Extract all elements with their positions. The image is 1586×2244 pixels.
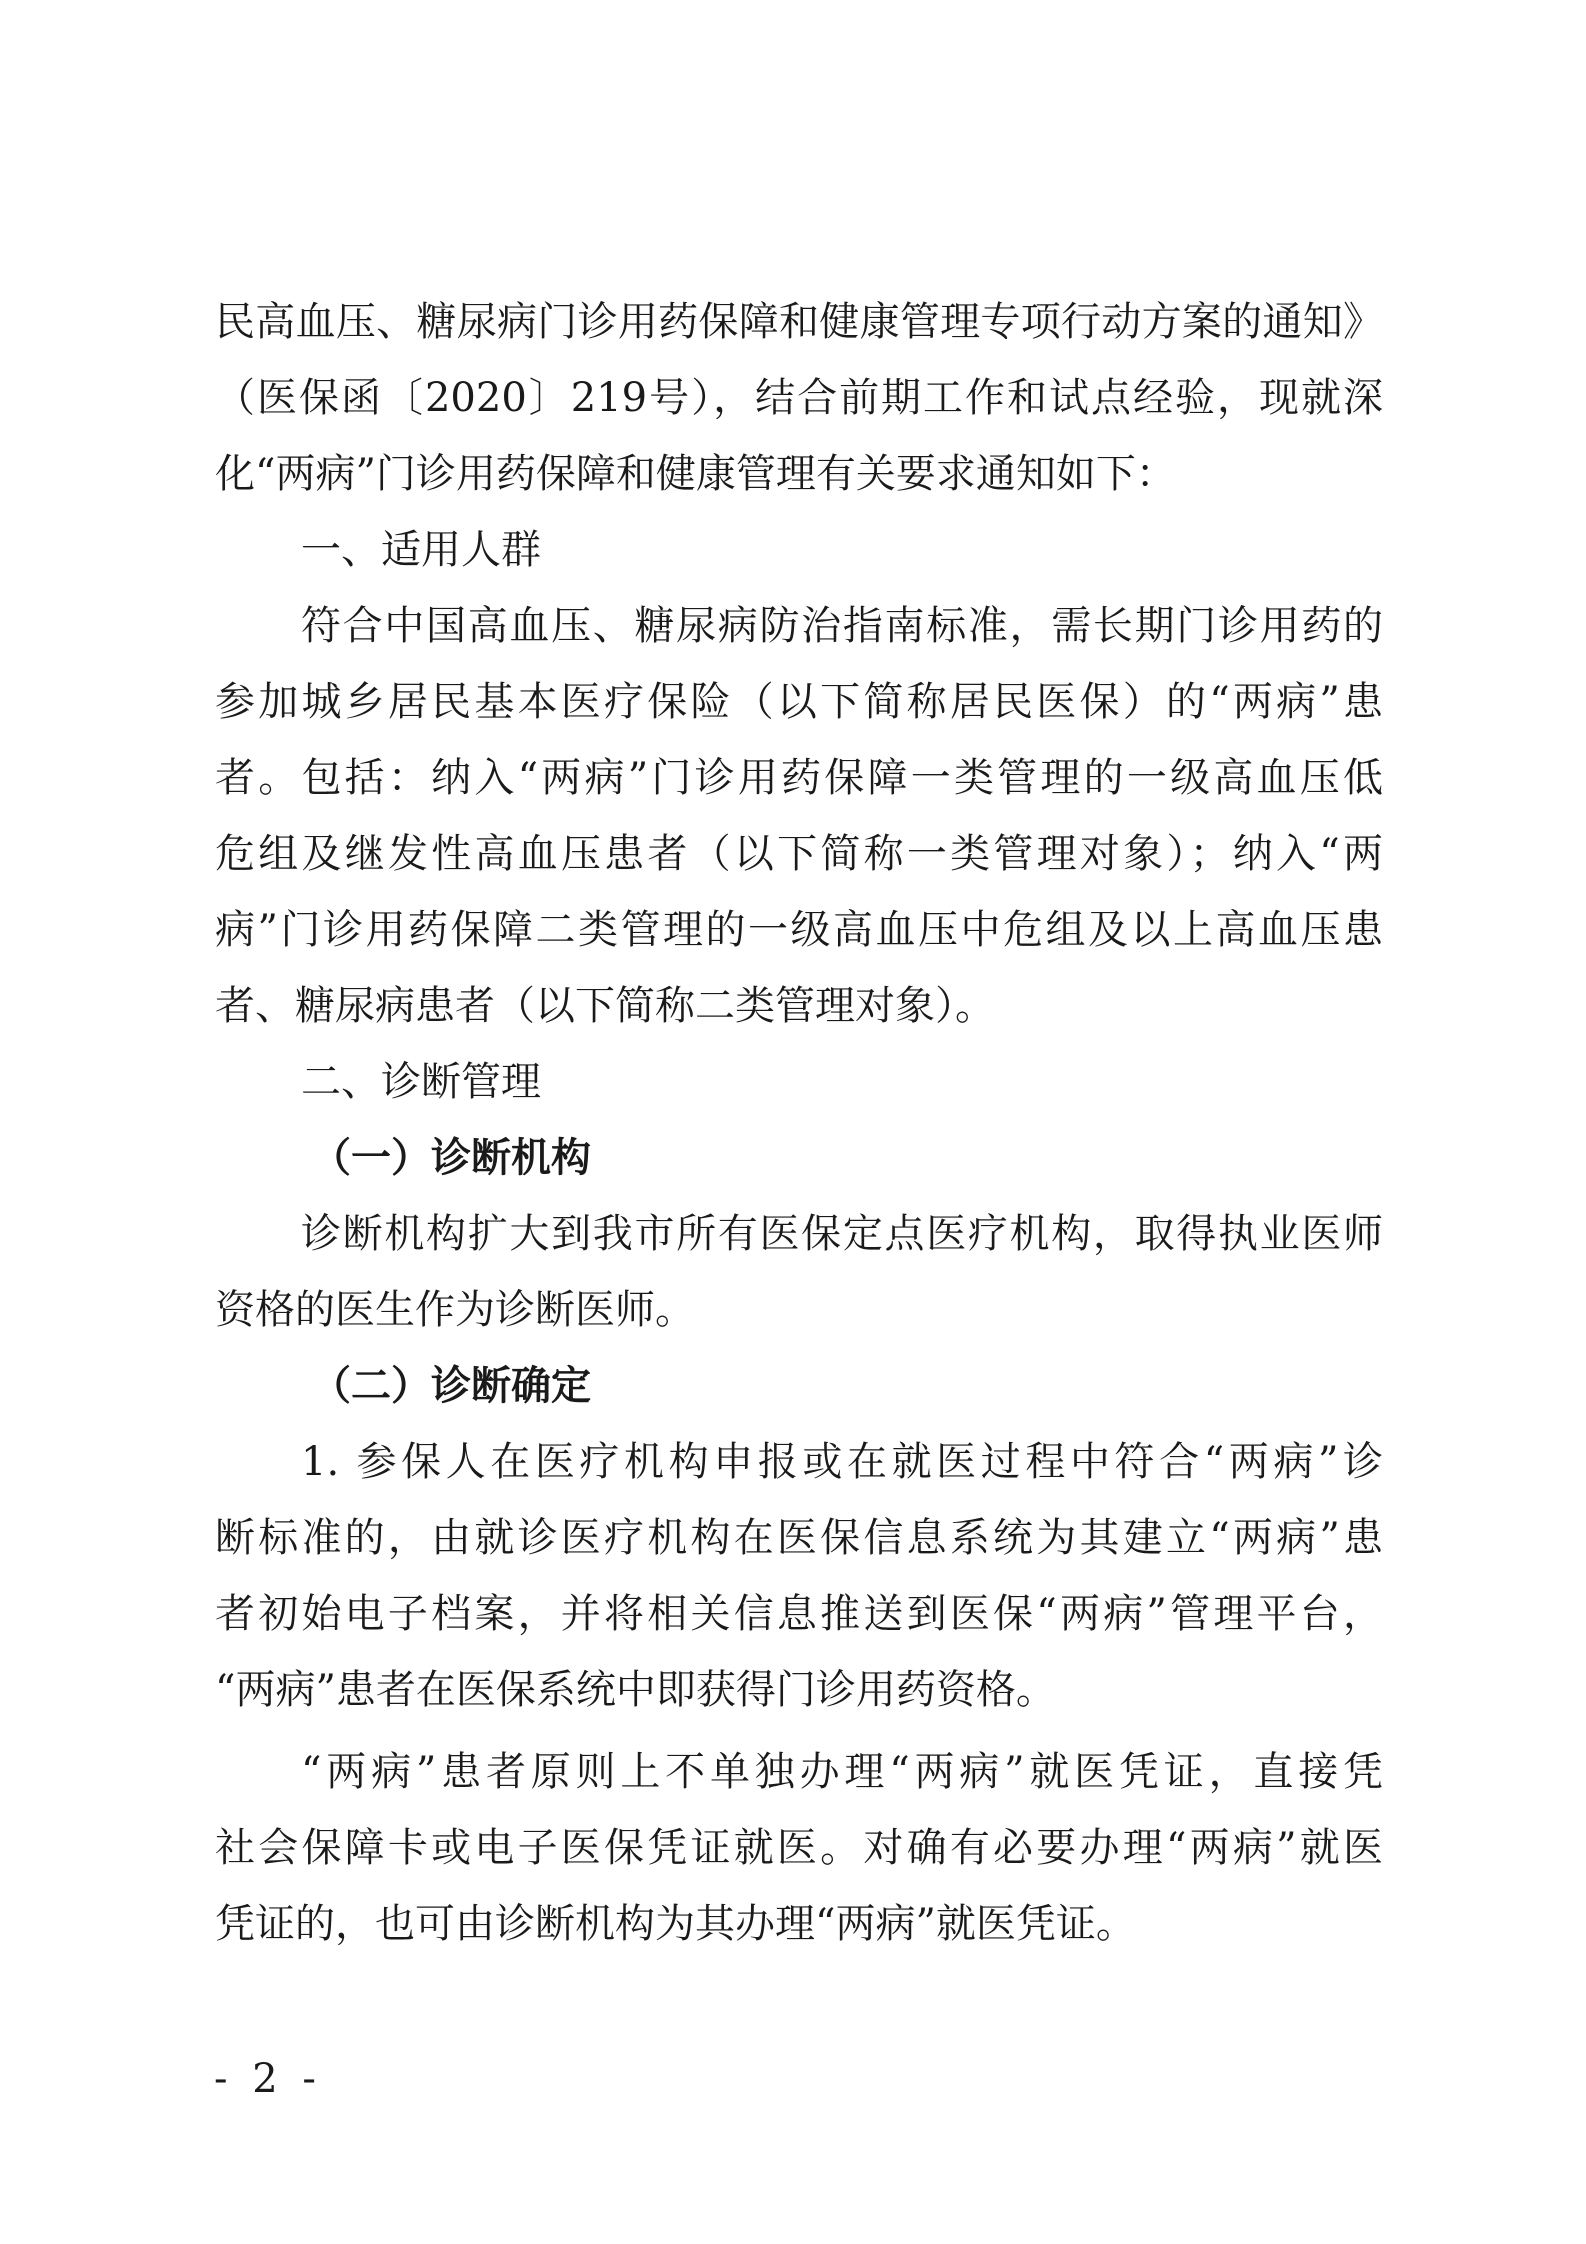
- text-line: （医保函〔2020〕219号），结合前期工作和试点经验，现就深: [215, 375, 1383, 421]
- text-line: 断标准的，由就诊医疗机构在医保信息系统为其建立“两病”患: [215, 1515, 1383, 1561]
- text-line: 危组及继发性高血压患者（以下简称一类管理对象）；纳入“两: [215, 831, 1383, 877]
- subsection-heading-diagnosis-confirmation: （二）诊断确定: [311, 1363, 591, 1409]
- text-line: 者初始电子档案，并将相关信息推送到医保“两病”管理平台，: [215, 1591, 1383, 1637]
- text-line: 参加城乡居民基本医疗保险（以下简称居民医保）的“两病”患: [215, 679, 1383, 725]
- section-heading-2: 二、诊断管理: [301, 1059, 541, 1105]
- document-body: [215, 284, 1383, 1962]
- section-heading-1: 一、适用人群: [301, 527, 541, 573]
- text-line: “两病”患者在医保系统中即获得门诊用药资格。: [215, 1667, 1056, 1713]
- text-line: 者、糖尿病患者（以下简称二类管理对象）。: [215, 983, 995, 1029]
- text-line: 者。包括：纳入“两病”门诊用药保障一类管理的一级高血压低: [215, 755, 1383, 801]
- text-line: “两病”患者原则上不单独办理“两病”就医凭证，直接凭: [301, 1749, 1383, 1795]
- text-line: 诊断机构扩大到我市所有医保定点医疗机构，取得执业医师: [301, 1211, 1383, 1257]
- subsection-heading-diagnosis-institution: （一）诊断机构: [311, 1135, 591, 1181]
- text-line: 社会保障卡或电子医保凭证就医。对确有必要办理“两病”就医: [215, 1825, 1383, 1871]
- page-number: - 2 -: [214, 2056, 322, 2102]
- text-line: 凭证的，也可由诊断机构为其办理“两病”就医凭证。: [215, 1901, 1136, 1947]
- text-line: 病”门诊用药保障二类管理的一级高血压中危组及以上高血压患: [215, 907, 1383, 953]
- text-line: 化“两病”门诊用药保障和健康管理有关要求通知如下：: [215, 451, 1176, 497]
- text-line: 1. 参保人在医疗机构申报或在就医过程中符合“两病”诊: [301, 1439, 1383, 1485]
- text-line: 资格的医生作为诊断医师。: [215, 1287, 695, 1333]
- text-line: 符合中国高血压、糖尿病防治指南标准，需长期门诊用药的: [301, 603, 1383, 649]
- text-line: 民高血压、糖尿病门诊用药保障和健康管理专项行动方案的通知》: [215, 299, 1383, 345]
